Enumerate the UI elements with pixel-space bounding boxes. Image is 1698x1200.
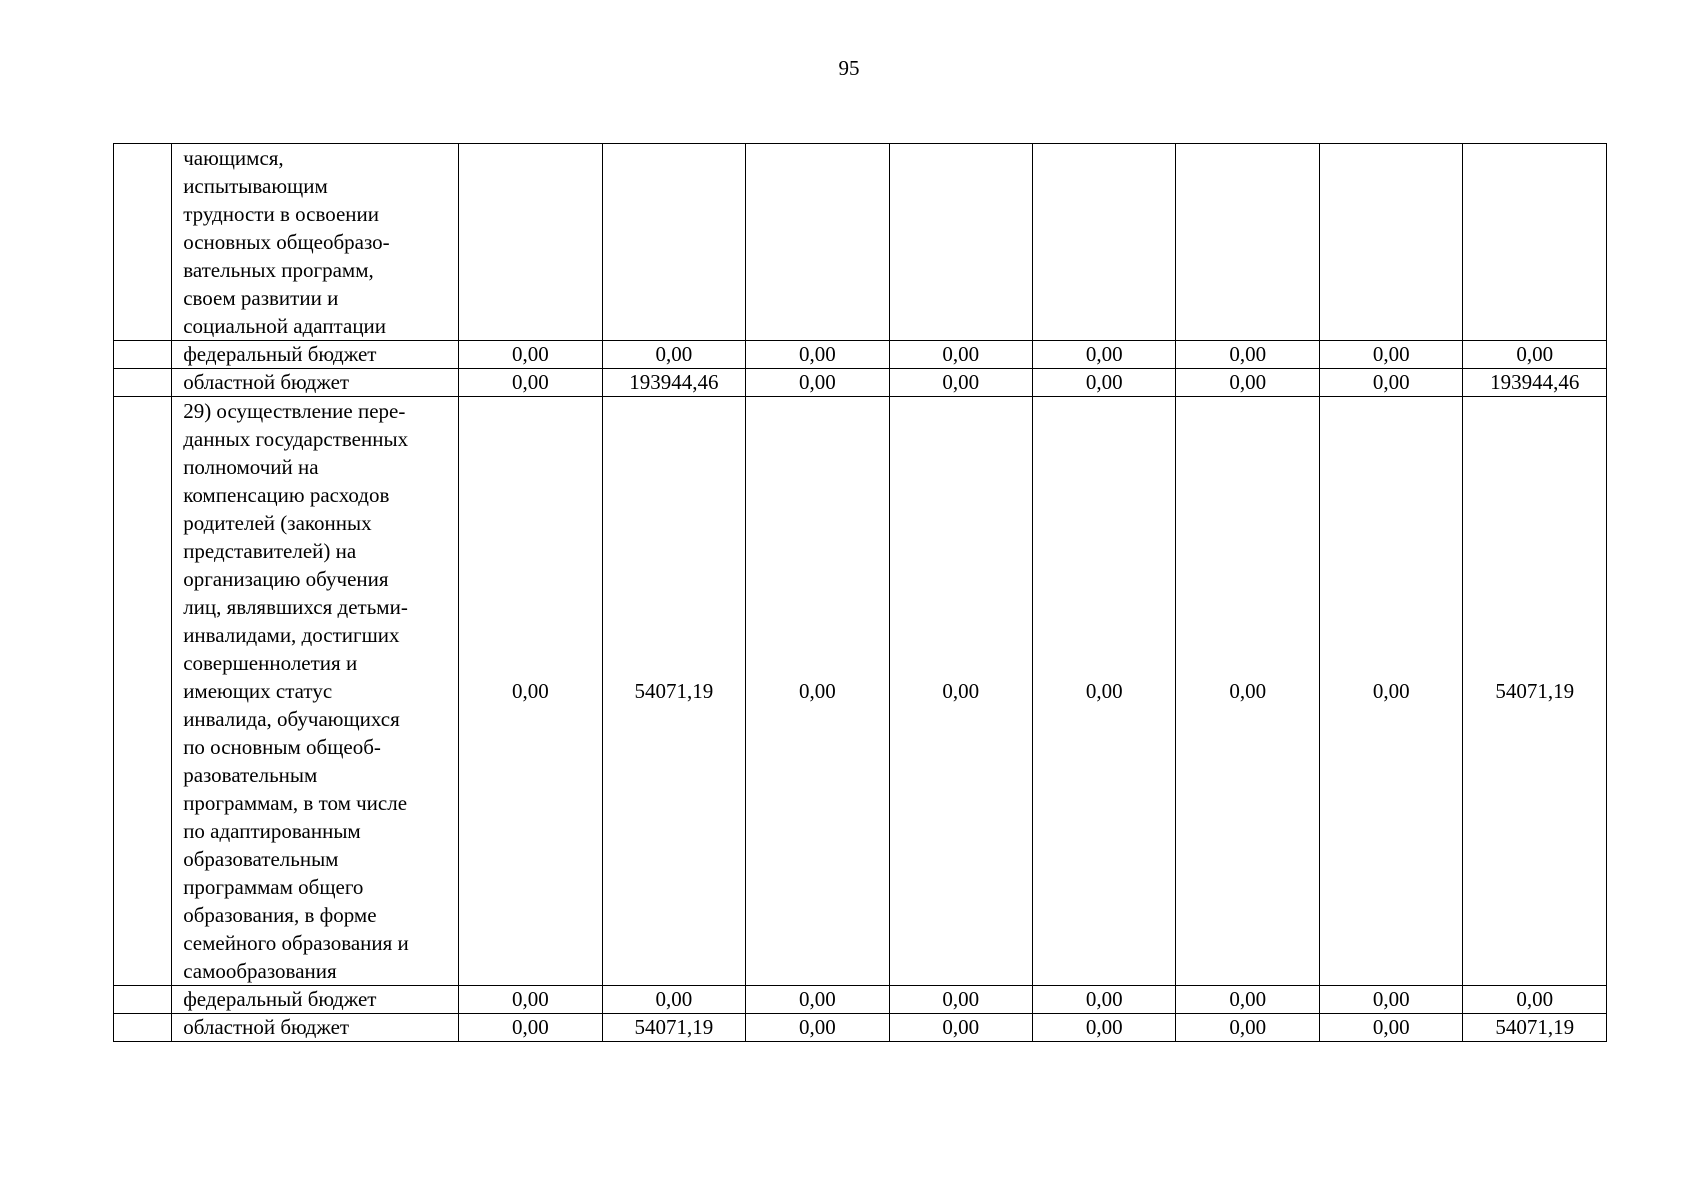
- table-row-description: [114, 397, 1607, 986]
- row-name-line: данных государственных: [183, 427, 409, 451]
- row-name-line: совершеннолетия и: [183, 651, 358, 675]
- value-cell: [1319, 144, 1462, 341]
- value-cell: 0,00: [889, 986, 1032, 1014]
- row-name-cell: [172, 1014, 459, 1042]
- value-cell: [1033, 144, 1176, 341]
- row-name-line: чающимся,: [183, 146, 284, 170]
- value-cell: 0,00: [1176, 986, 1319, 1014]
- value-cell: 0,00: [1319, 986, 1462, 1014]
- table-row-description: [114, 144, 1607, 341]
- value-cell: 0,00: [1463, 986, 1607, 1014]
- value-cell: 0,00: [1033, 341, 1176, 369]
- row-name-line: инвалидами, достигших: [183, 623, 400, 647]
- table-row-financing: [114, 369, 1607, 397]
- value-cell: 0,00: [459, 986, 602, 1014]
- value-cell: 0,00: [1319, 397, 1462, 986]
- value-cell: 0,00: [602, 986, 745, 1014]
- row-name-text: федеральный бюджет: [183, 987, 377, 1011]
- value-cell: 0,00: [602, 341, 745, 369]
- value-cell: [889, 144, 1032, 341]
- value-cell: [1176, 144, 1319, 341]
- row-name-line: по адаптированным: [183, 819, 361, 843]
- row-name-line: 29) осуществление пере-: [183, 399, 406, 423]
- row-name-line: полномочий на: [183, 455, 319, 479]
- page-number: 95: [838, 56, 860, 80]
- table-body: [114, 144, 1607, 1042]
- row-name-line: семейного образования и: [183, 931, 409, 955]
- table-row-financing: [114, 986, 1607, 1014]
- row-name-line: инвалида, обучающихся: [183, 707, 400, 731]
- value-cell: 0,00: [1176, 341, 1319, 369]
- row-name-line: образовательным: [183, 847, 339, 871]
- value-cell: 0,00: [1319, 341, 1462, 369]
- value-cell: 0,00: [889, 341, 1032, 369]
- row-number-cell: [114, 369, 172, 397]
- value-cell: 0,00: [746, 1014, 889, 1042]
- budget-table: [113, 143, 1607, 1042]
- row-number-cell: [114, 144, 172, 341]
- row-name-line: испытывающим: [183, 174, 328, 198]
- value-cell: 0,00: [1463, 341, 1607, 369]
- row-name-line: лиц, являвшихся детьми-: [183, 595, 408, 619]
- value-cell: 0,00: [1033, 986, 1176, 1014]
- value-cell: 0,00: [459, 397, 602, 986]
- table-row-financing: [114, 1014, 1607, 1042]
- row-name-line: разовательным: [183, 763, 318, 787]
- row-name-line: социальной адаптации: [183, 314, 387, 338]
- row-name-line: по основным общеоб-: [183, 735, 381, 759]
- value-cell: [602, 144, 745, 341]
- row-name-cell: [172, 144, 459, 341]
- row-name-line: представителей) на: [183, 539, 357, 563]
- row-name-text: областной бюджет: [183, 370, 350, 394]
- row-name-line: компенсацию расходов: [183, 483, 390, 507]
- row-name-line: организацию обучения: [183, 567, 389, 591]
- row-name-line: программам общего: [183, 875, 364, 899]
- value-cell: 54071,19: [1463, 397, 1607, 986]
- value-cell: 0,00: [459, 369, 602, 397]
- value-cell: 0,00: [1033, 1014, 1176, 1042]
- row-number-cell: [114, 397, 172, 986]
- value-cell: 54071,19: [602, 397, 745, 986]
- value-cell: 0,00: [746, 341, 889, 369]
- value-cell: [459, 144, 602, 341]
- row-name-text: областной бюджет: [183, 1015, 350, 1039]
- value-cell: 0,00: [1033, 397, 1176, 986]
- row-name-cell: [172, 986, 459, 1014]
- value-cell: 0,00: [889, 369, 1032, 397]
- row-name-line: вательных программ,: [183, 258, 374, 282]
- value-cell: 193944,46: [1463, 369, 1607, 397]
- value-cell: 0,00: [1033, 369, 1176, 397]
- value-cell: 0,00: [1176, 1014, 1319, 1042]
- value-cell: 0,00: [746, 986, 889, 1014]
- value-cell: 54071,19: [602, 1014, 745, 1042]
- value-cell: 0,00: [459, 341, 602, 369]
- value-cell: 193944,46: [602, 369, 745, 397]
- row-name-line: имеющих статус: [183, 679, 333, 703]
- value-cell: 0,00: [1319, 369, 1462, 397]
- value-cell: 0,00: [1176, 369, 1319, 397]
- value-cell: 0,00: [746, 397, 889, 986]
- row-name-line: своем развитии и: [183, 286, 339, 310]
- table-row-financing: [114, 341, 1607, 369]
- value-cell: [1463, 144, 1607, 341]
- row-name-line: программам, в том числе: [183, 791, 408, 815]
- value-cell: 0,00: [746, 369, 889, 397]
- row-name-line: образования, в форме: [183, 903, 377, 927]
- value-cell: 0,00: [459, 1014, 602, 1042]
- row-name-cell: [172, 397, 459, 986]
- row-name-text: федеральный бюджет: [183, 342, 377, 366]
- row-name-line: родителей (законных: [183, 511, 372, 535]
- row-name-cell: [172, 369, 459, 397]
- row-number-cell: [114, 1014, 172, 1042]
- row-name-cell: [172, 341, 459, 369]
- row-name-line: основных общеобразо-: [183, 230, 390, 254]
- row-name-line: самообразования: [183, 959, 337, 983]
- row-name-line: трудности в освоении: [183, 202, 380, 226]
- value-cell: 0,00: [889, 397, 1032, 986]
- row-number-cell: [114, 986, 172, 1014]
- value-cell: [746, 144, 889, 341]
- value-cell: 0,00: [1176, 397, 1319, 986]
- value-cell: 0,00: [889, 1014, 1032, 1042]
- value-cell: 54071,19: [1463, 1014, 1607, 1042]
- row-number-cell: [114, 341, 172, 369]
- value-cell: 0,00: [1319, 1014, 1462, 1042]
